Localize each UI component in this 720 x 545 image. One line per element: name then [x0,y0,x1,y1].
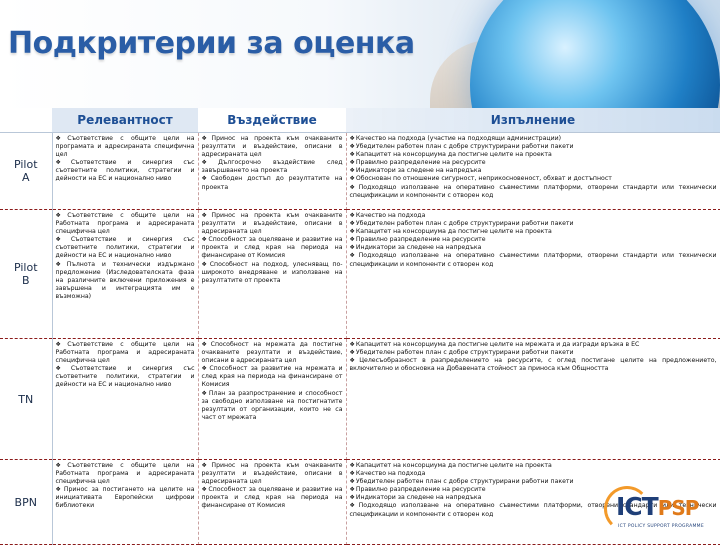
table-header-row [0,108,720,133]
criterion-item: ❖ Съответствие и синергия със съответните политики, стратегии и дейности на ЕС и национално ниво [56,159,195,183]
row-label-pilot-b [0,210,52,339]
criterion-item: ❖ Свободен достъп до резултатите на проекта [202,175,343,191]
logo-accent: PSP [657,496,699,520]
impact-cell [198,133,346,210]
criteria-list [56,462,195,511]
criterion-item: ❖ Пълнота и технически издържано предложение (Изследователската фаза на различните включени приложения е завършена и интеграцията им е възможна) [56,261,195,301]
criteria-list [350,135,717,200]
corner-cell [0,108,52,133]
header-execution: Изпълнение [346,108,720,133]
criterion-item: ❖ Съответствие с общите цели на програмата и адресираната специфична цел [56,135,195,159]
row-label-text: Pilot A [13,158,38,184]
relevance-cell [52,210,198,339]
criterion-item: ❖ Съответствие и синергия със съответните политики, стратегии и дейности на ЕС и национално ниво [56,365,195,389]
row-label-bpn [0,460,52,545]
criteria-table [0,108,720,545]
criterion-item: ❖ Съответствие с общите цели на Работната програма и адресираната специфична цел [56,462,195,486]
table-row [0,210,720,339]
criterion-item: ❖ Убедителен работен план с добре структурирани работни пакети [350,220,717,228]
criterion-item: ❖ Съответствие с общите цели на Работната програма и адресираната специфична цел [56,212,195,236]
table-body [0,133,720,545]
criterion-item: ❖ Качество на подхода [350,470,717,478]
criterion-item: ❖ Принос на проекта към очакваните резултати и въздействие, описани в адресираната цел [202,212,343,236]
execution-cell [346,339,720,460]
row-label-pilot-a [0,133,52,210]
criteria-list [350,212,717,269]
impact-cell [198,210,346,339]
row-label-tn [0,339,52,460]
criterion-item: ❖ Способност на мрежата да постигне очакваните резултати и въздействие, описани в адресираната цел [202,341,343,365]
criterion-item: ❖ Способност за оцеляване и развитие на проекта и след края на периода на финансиране от Комисия [202,236,343,260]
criterion-item: ❖ Обоснован по отношение сигурност, неприкосновеност, обхват и достъпност [350,175,717,183]
criteria-list [350,341,717,373]
criterion-item: ❖ Подходящо използване на оперативно съвместими платформи, отворени стандарти или технически спецификации и компоненти с отворен код [350,252,717,268]
impact-cell [198,460,346,545]
criteria-list [202,212,343,285]
table-row [0,339,720,460]
criteria-list [202,135,343,192]
criterion-item: ❖ Подходящо използване на оперативно съвместими платформи, отворени стандарти или технически спецификации и компоненти с отворен код [350,184,717,200]
criterion-item: ❖ Принос на проекта към очакваните резултати и въздействие, описани в адресираната цел [202,462,343,486]
criterion-item: ❖ Правилно разпределение на ресурсите [350,159,717,167]
table-row [0,133,720,210]
criteria-list [56,341,195,390]
criterion-item: ❖ Убедителен работен план с добре структурирани работни пакети [350,478,717,486]
logo-main: ICT [616,492,658,521]
criterion-item: ❖ Убедителен работен план с добре структурирани работни пакети [350,349,717,357]
criterion-item: ❖ Съответствие и синергия със съответните политики, стратегии и дейности на ЕС и национално ниво [56,236,195,260]
criteria-list [56,212,195,301]
criterion-item: ❖ Правилно разпределение на ресурсите [350,236,717,244]
criterion-item: ❖ Капацитет на консорциума да постигне целите на мрежата и да изгради връзка в ЕС [350,341,717,349]
criterion-item: ❖ Целесъобразност в разпределението на ресурсите, с оглед постигане целите на предложението, включително и обосновка на Добавената стойност за приноса към Общността [350,357,717,373]
criterion-item: ❖ Капацитет на консорциума да постигне целите на проекта [350,228,717,236]
criterion-item: ❖ Способност за оцеляване и развитие на проекта и след края на периода на финансиране от Комисия [202,486,343,510]
criterion-item: ❖ Качество на подхода (участие на подходящи администрации) [350,135,717,143]
header-relevance: Релевантност [52,108,198,133]
criterion-item: ❖ Дългосрочно въздействие след завършването на проекта [202,159,343,175]
criterion-item: ❖ Съответствие с общите цели на Работната програма и адресираната специфична цел [56,341,195,365]
slide-header [0,0,720,108]
logo-wordmark [616,492,698,521]
relevance-cell [52,133,198,210]
execution-cell [346,210,720,339]
criterion-item: ❖ Индикатори за следене на напредъка [350,167,717,175]
criterion-item: ❖ Капацитет на консорциума да постигне целите на проекта [350,462,717,470]
criterion-item: ❖ Правилно разпределение на ресурсите [350,486,717,494]
criterion-item: ❖ Принос за постигането на целите на инициативата Европейски цифрови библиотеки [56,486,195,510]
row-label-text: TN [18,392,34,406]
execution-cell [346,133,720,210]
criterion-item: ❖ Индикатори за следене на напредъка [350,244,717,252]
row-label-text: BPN [14,495,37,509]
criterion-item: ❖ Подходящо използване на оперативно съвместими платформи, отворени стандарти или технически спецификации и компоненти с отворен код [350,502,717,518]
criterion-item: ❖ Способност за развитие на мрежата и след края на периода на финансиране от Комисия [202,365,343,389]
criterion-item: ❖ Индикатори за следене на напредъка [350,494,717,502]
criterion-item: ❖ План за разпространение и способност за свободно използване на постигнатите резултати от организации, които не са част от мрежата [202,390,343,422]
criteria-list [56,135,195,184]
criteria-list [202,341,343,422]
row-label-text: Pilot B [13,261,38,287]
criterion-item: ❖ Способност на подход, улесняващ по-широкото внедряване и използване на резултатите от проекта [202,261,343,285]
impact-cell [198,339,346,460]
criterion-item: ❖ Принос на проекта към очакваните резултати и въздействие, описани в адресираната цел [202,135,343,159]
page-title: Подкритерии за оценка [8,26,415,61]
relevance-cell [52,339,198,460]
globe-icon [470,0,720,108]
header-impact: Въздействие [198,108,346,133]
logo-subtitle: ICT POLICY SUPPORT PROGRAMME [618,524,704,529]
ict-psp-logo [604,492,716,538]
criterion-item: ❖ Качество на подхода [350,212,717,220]
criterion-item: ❖ Убедителен работен план с добре структурирани работни пакети [350,143,717,151]
relevance-cell [52,460,198,545]
criterion-item: ❖ Капацитет на консорциума да постигне целите на проекта [350,151,717,159]
criteria-list [202,462,343,511]
